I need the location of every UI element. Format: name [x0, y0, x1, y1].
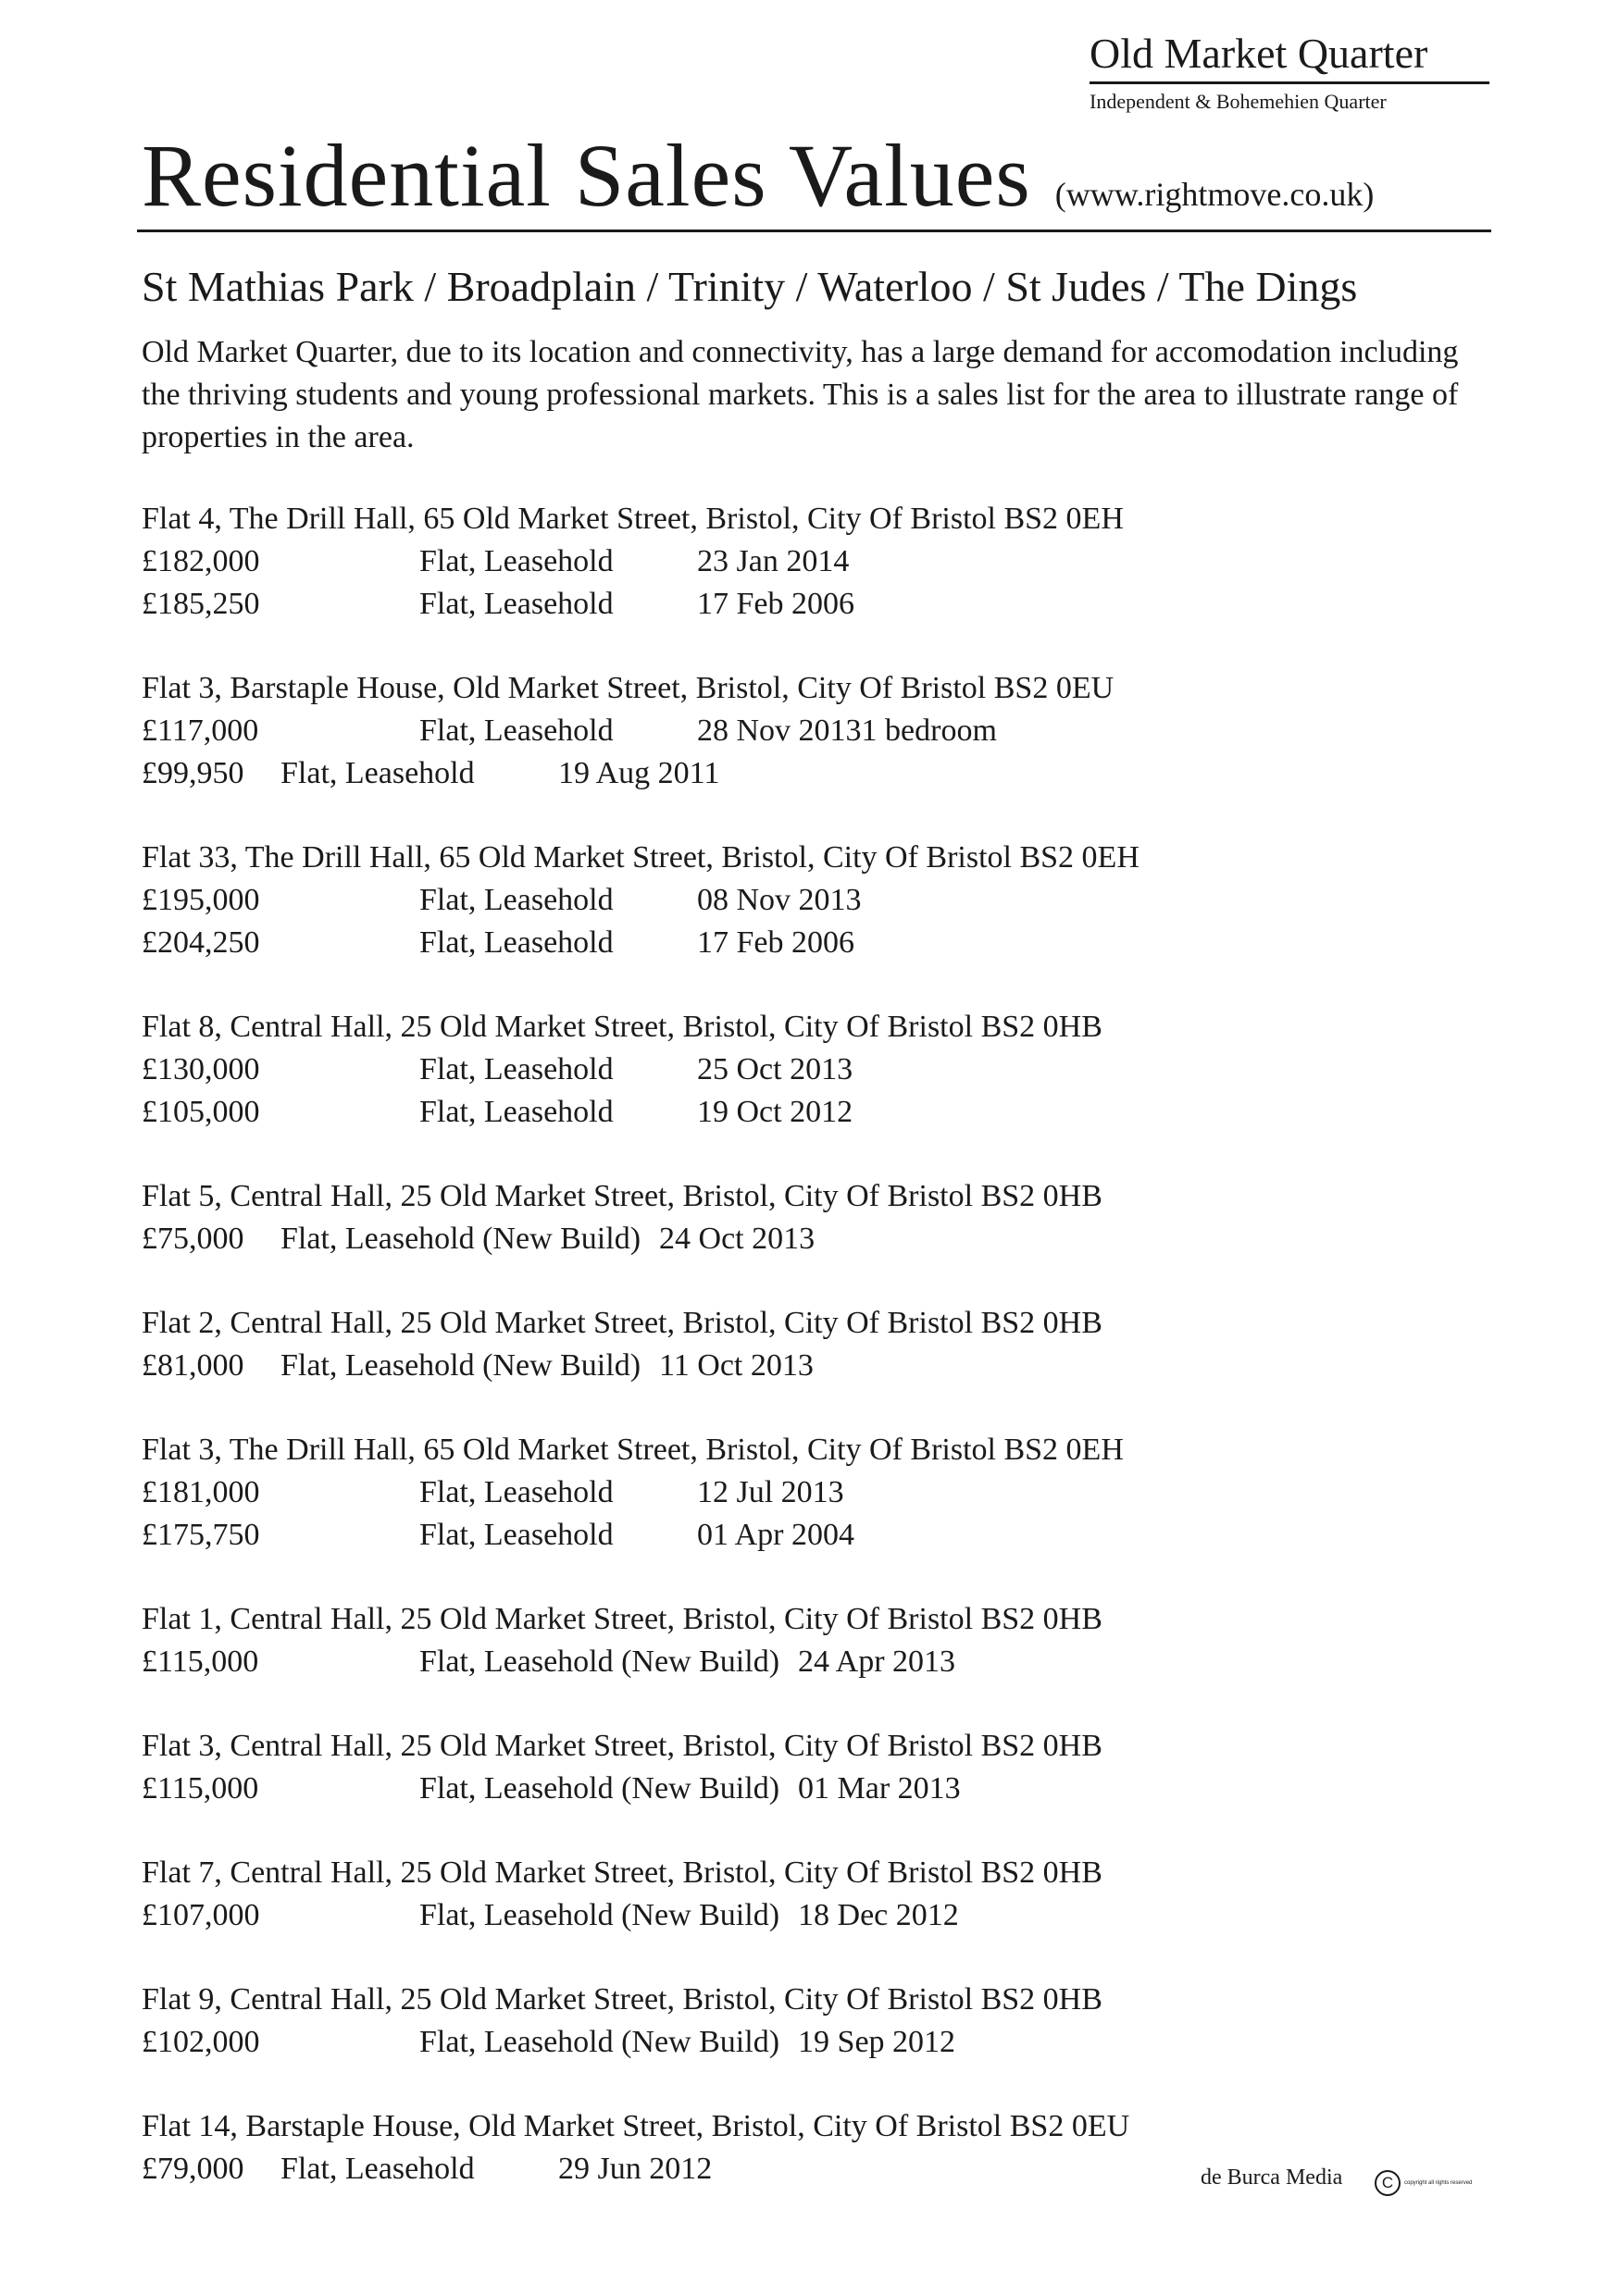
sale-date: 17 Feb 2006 [697, 587, 854, 621]
sale-type: Flat, Leasehold [419, 1052, 614, 1086]
listings [142, 498, 1493, 2232]
sale-date: 17 Feb 2006 [697, 925, 854, 960]
listing [142, 837, 1493, 964]
listing [142, 1979, 1493, 2064]
title-divider [137, 230, 1491, 232]
sale-date: 11 Oct 2013 [659, 1348, 814, 1383]
sale-date: 18 Dec 2012 [798, 1898, 959, 1932]
sale-price: £75,000 [142, 1222, 244, 1256]
sale-date: 08 Nov 2013 [697, 883, 862, 917]
sale-price: £107,000 [142, 1898, 260, 1932]
copyright-mark [1375, 2170, 1472, 2196]
sale-price: £102,000 [142, 2025, 260, 2059]
sale-date: 19 Oct 2012 [697, 1095, 853, 1129]
sale-type: Flat, Leasehold (New Build) [419, 1771, 780, 1806]
sale-row [142, 1768, 1493, 1810]
sale-date: 29 Jun 2012 [558, 2152, 713, 2186]
listing-address: Flat 14, Barstaple House, Old Market Street, Bristol, City Of Bristol BS2 0EU [142, 2109, 1130, 2143]
sale-price: £182,000 [142, 544, 260, 578]
sale-price: £117,000 [142, 714, 259, 748]
sale-date: 01 Mar 2013 [798, 1771, 961, 1806]
sale-price: £105,000 [142, 1095, 260, 1129]
sale-row [142, 1218, 1493, 1260]
sale-type: Flat, Leasehold [419, 1518, 614, 1552]
sale-date: 28 Nov 20131 bedroom [697, 714, 997, 748]
sale-price: £115,000 [142, 1644, 259, 1679]
sale-date: 24 Oct 2013 [659, 1222, 816, 1256]
sale-type: Flat, Leasehold [419, 925, 614, 960]
listing [142, 1852, 1493, 1937]
sale-row [142, 1345, 1493, 1387]
listing [142, 1006, 1493, 1134]
listing-address: Flat 3, Barstaple House, Old Market Street, Bristol, City Of Bristol BS2 0EU [142, 671, 1115, 705]
listing [142, 1429, 1493, 1557]
sale-price: £175,750 [142, 1518, 260, 1552]
sale-row [142, 922, 1493, 964]
sale-date: 19 Sep 2012 [798, 2025, 956, 2059]
footer-credit: de Burca Media [1201, 2166, 1343, 2190]
listing-address: Flat 3, The Drill Hall, 65 Old Market Street, Bristol, City Of Bristol BS2 0EH [142, 1433, 1124, 1467]
sale-price: £130,000 [142, 1052, 260, 1086]
sale-row [142, 1894, 1493, 1937]
sale-date: 01 Apr 2004 [697, 1518, 854, 1552]
sale-type: Flat, Leasehold (New Build) [419, 2025, 780, 2059]
sale-type: Flat, Leasehold [419, 1095, 614, 1129]
listing [142, 498, 1493, 626]
sale-row [142, 2021, 1493, 2064]
brand-block [1090, 28, 1489, 116]
title-row [142, 125, 1493, 227]
sale-type: Flat, Leasehold [419, 544, 614, 578]
sale-price: £81,000 [142, 1348, 244, 1383]
sale-type: Flat, Leasehold [280, 756, 475, 790]
listing-address: Flat 7, Central Hall, 25 Old Market Street, Bristol, City Of Bristol BS2 0HB [142, 1855, 1102, 1890]
listing-address: Flat 8, Central Hall, 25 Old Market Street, Bristol, City Of Bristol BS2 0HB [142, 1010, 1102, 1044]
sale-date: 19 Aug 2011 [558, 756, 720, 790]
sale-price: £79,000 [142, 2152, 244, 2186]
listing-address: Flat 3, Central Hall, 25 Old Market Street, Bristol, City Of Bristol BS2 0HB [142, 1729, 1102, 1763]
copyright-icon: C [1375, 2170, 1401, 2196]
listing-address: Flat 4, The Drill Hall, 65 Old Market Street, Bristol, City Of Bristol BS2 0EH [142, 502, 1124, 536]
sale-type: Flat, Leasehold [419, 883, 614, 917]
sale-row [142, 583, 1493, 626]
sale-row [142, 1514, 1493, 1557]
sale-price: £195,000 [142, 883, 260, 917]
listing-address: Flat 33, The Drill Hall, 65 Old Market Street, Bristol, City Of Bristol BS2 0EH [142, 840, 1140, 875]
sale-date: 23 Jan 2014 [697, 544, 850, 578]
sale-row [142, 1049, 1493, 1091]
title-source: (www.rightmove.co.uk) [1054, 176, 1375, 213]
sale-row [142, 710, 1493, 752]
sale-type: Flat, Leasehold [280, 2152, 475, 2186]
sale-type: Flat, Leasehold [419, 1475, 614, 1509]
copyright-text: copyright all rights reserved [1404, 2180, 1473, 2186]
brand-name: Old Market Quarter [1090, 30, 1428, 77]
sale-price: £181,000 [142, 1475, 260, 1509]
sale-row [142, 1091, 1493, 1134]
sale-row [142, 752, 1493, 795]
sale-date: 12 Jul 2013 [697, 1475, 844, 1509]
listing-address: Flat 5, Central Hall, 25 Old Market Street, Bristol, City Of Bristol BS2 0HB [142, 1179, 1102, 1213]
listing-address: Flat 2, Central Hall, 25 Old Market Street, Bristol, City Of Bristol BS2 0HB [142, 1306, 1102, 1340]
areas-subtitle: St Mathias Park / Broadplain / Trinity / Waterloo / St Judes / The Dings [142, 263, 1358, 310]
sale-type: Flat, Leasehold [419, 587, 614, 621]
sale-row [142, 1641, 1493, 1683]
listing [142, 667, 1493, 795]
listing [142, 1302, 1493, 1387]
brand-divider [1090, 81, 1489, 84]
sale-date: 24 Apr 2013 [798, 1644, 956, 1679]
intro-paragraph: Old Market Quarter, due to its location and connectivity, has a large demand for accomodation including the thriving students and young professional markets. This is a sales list for the area to illustrate range of properties in the area. [142, 335, 1459, 454]
page-title: Residential Sales Values [142, 126, 1031, 225]
brand-tagline: Independent & Bohemehien Quarter [1090, 90, 1387, 113]
sale-type: Flat, Leasehold (New Build) [280, 1222, 641, 1256]
listing-address: Flat 1, Central Hall, 25 Old Market Street, Bristol, City Of Bristol BS2 0HB [142, 1602, 1102, 1636]
sale-type: Flat, Leasehold [419, 714, 614, 748]
sale-price: £185,250 [142, 587, 260, 621]
sale-type: Flat, Leasehold (New Build) [419, 1898, 780, 1932]
sale-row [142, 879, 1493, 922]
listing [142, 1598, 1493, 1683]
listing [142, 1725, 1493, 1810]
sale-price: £204,250 [142, 925, 260, 960]
sale-price: £115,000 [142, 1771, 259, 1806]
sale-row [142, 540, 1493, 583]
sale-price: £99,950 [142, 756, 244, 790]
sale-row [142, 1471, 1493, 1514]
listing [142, 1175, 1493, 1260]
sale-date: 25 Oct 2013 [697, 1052, 853, 1086]
sale-type: Flat, Leasehold (New Build) [419, 1644, 780, 1679]
sale-type: Flat, Leasehold (New Build) [280, 1348, 641, 1383]
listing-address: Flat 9, Central Hall, 25 Old Market Street, Bristol, City Of Bristol BS2 0HB [142, 1982, 1102, 2017]
